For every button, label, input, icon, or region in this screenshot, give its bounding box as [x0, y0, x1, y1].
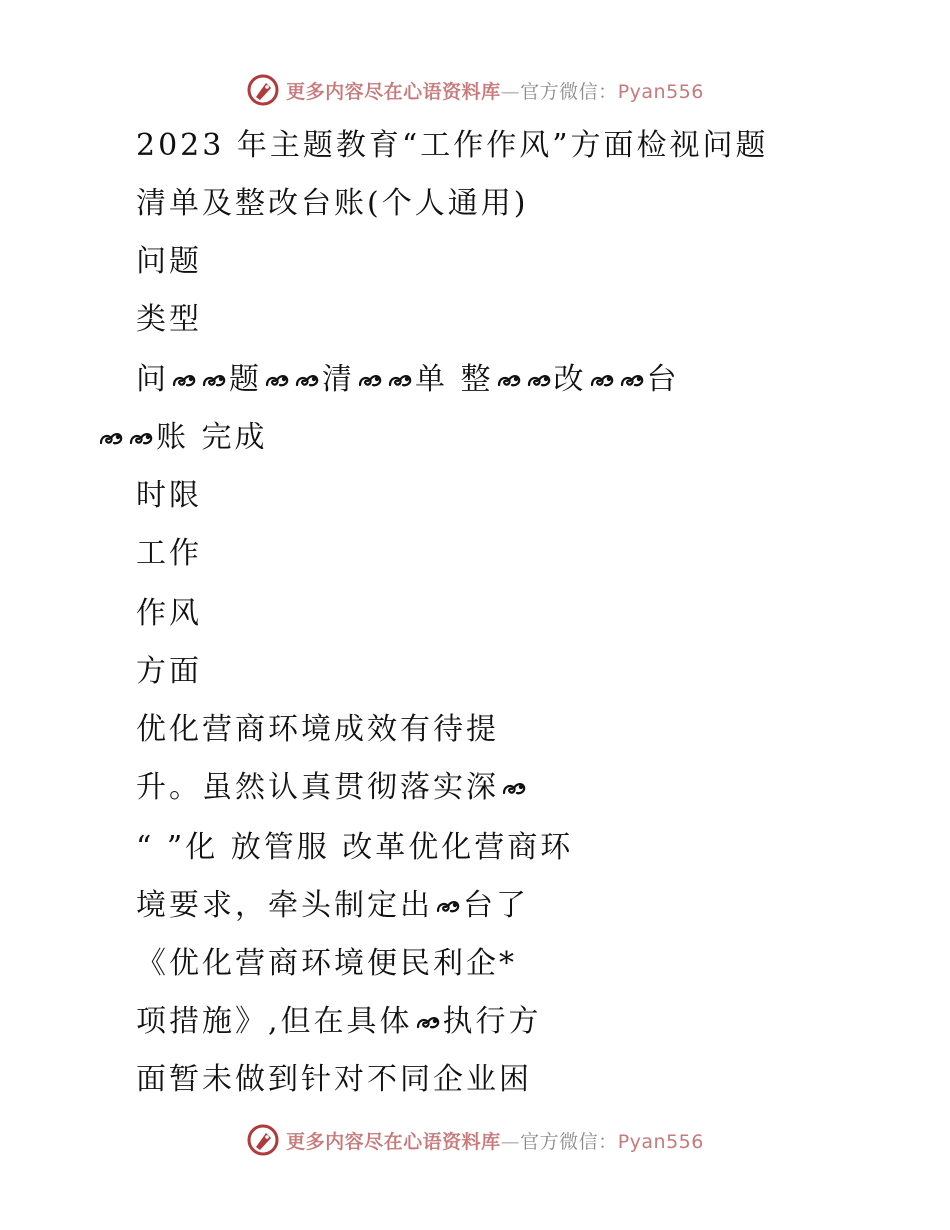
decorative-scroll-glyph-icon: [589, 363, 615, 385]
watermark-separator: —: [500, 80, 521, 103]
watermark-id: Pyan556: [617, 1130, 704, 1153]
decorative-scroll-glyph-icon: [357, 363, 383, 385]
doc-line-with-ornaments: [96, 418, 268, 458]
decorative-scroll-glyph-icon: [201, 363, 227, 385]
decorative-scroll-glyph-icon: [171, 363, 197, 385]
decorative-scroll-glyph-icon: [526, 363, 552, 385]
doc-line: “ ”化 放管服 改革优化营商环: [136, 830, 574, 865]
doc-line-with-ornaments: [136, 360, 680, 400]
doc-line: 优化营商环境成效有待提: [136, 712, 499, 747]
decorative-scroll-glyph-icon: [496, 363, 522, 385]
doc-line: 问题: [136, 244, 202, 279]
doc-title-line-2: 清单及整改台账(个人通用): [136, 186, 529, 221]
watermark-separator: —: [500, 1130, 521, 1153]
doc-text-segment: 清: [322, 362, 355, 397]
decorative-scroll-glyph-icon: [619, 363, 645, 385]
doc-line-with-ornaments: [136, 768, 529, 808]
decorative-scroll-glyph-icon: [98, 421, 124, 443]
doc-title-line-1: 2023 年主题教育“工作作风”方面检视问题: [136, 128, 769, 163]
decorative-scroll-glyph-icon: [501, 771, 527, 793]
doc-text-segment: 升。虽然认真贯彻落实深: [136, 770, 499, 805]
doc-text-segment: 项措施》,但在具体: [136, 1004, 413, 1039]
watermark-id: Pyan556: [617, 80, 704, 103]
doc-text-segment: 账 完成: [156, 420, 268, 455]
watermark-main: 更多内容尽在心语资料库: [286, 80, 501, 103]
doc-line: 《优化营商环境便民利企*: [136, 946, 517, 981]
doc-line-with-ornaments: [136, 1002, 542, 1042]
decorative-scroll-glyph-icon: [294, 363, 320, 385]
doc-line: 类型: [136, 302, 202, 337]
footer-watermark: [0, 1120, 950, 1160]
doc-text-segment: 执行方: [442, 1004, 542, 1039]
watermark-main: 更多内容尽在心语资料库: [286, 1130, 501, 1153]
doc-text-segment: 改: [553, 362, 587, 397]
watermark-sub: 官方微信：: [520, 80, 618, 103]
decorative-scroll-glyph-icon: [387, 363, 413, 385]
pen-nib-logo-icon: [246, 1123, 280, 1157]
watermark-text: [286, 1127, 704, 1154]
doc-text-segment: 题: [229, 362, 262, 397]
decorative-scroll-glyph-icon: [415, 1005, 441, 1027]
doc-line: 方面: [136, 654, 202, 689]
doc-text-segment: 台了: [463, 888, 529, 923]
doc-line: 时限: [136, 478, 202, 513]
doc-line-with-ornaments: [136, 886, 529, 926]
decorative-scroll-glyph-icon: [264, 363, 290, 385]
doc-text-segment: 单 整: [415, 362, 494, 397]
doc-text-segment: 台: [646, 362, 680, 397]
doc-text-segment: 境要求，牵头制定出: [136, 888, 433, 923]
doc-line: 工作: [136, 536, 202, 571]
decorative-scroll-glyph-icon: [128, 421, 154, 443]
decorative-scroll-glyph-icon: [435, 889, 461, 911]
doc-line: 面暂未做到针对不同企业困: [136, 1062, 532, 1097]
doc-line: 作风: [136, 596, 202, 631]
watermark-sub: 官方微信：: [520, 1130, 618, 1153]
doc-text-segment: 问: [136, 362, 169, 397]
